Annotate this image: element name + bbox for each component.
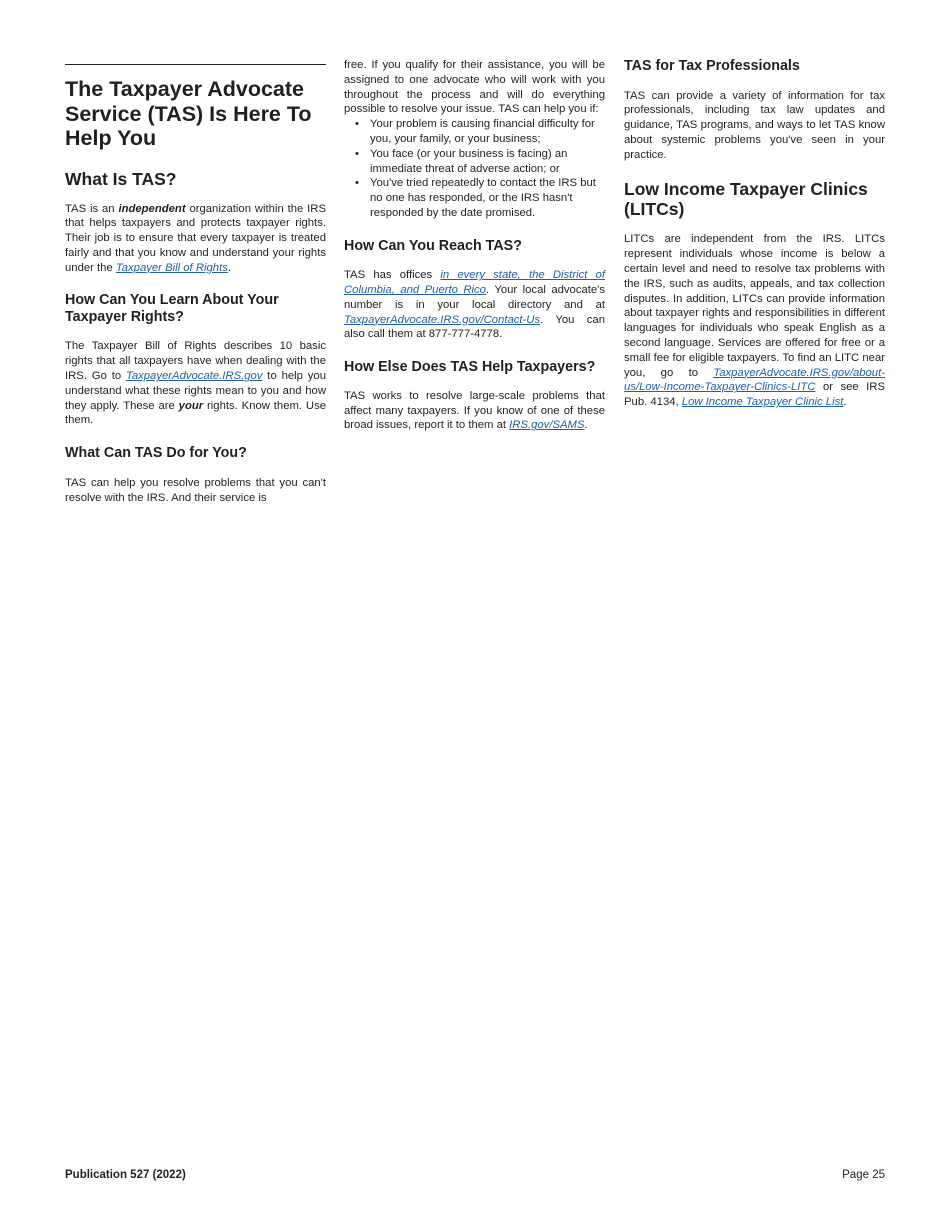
litc-heading: Low Income Taxpayer Clinics (LITCs) — [624, 179, 868, 220]
else-tas-help-paragraph: TAS works to resolve large-scale problems that affect many taxpayers. If you know of one of these broad issues, report it to them at IRS.gov/SAMS. — [344, 389, 605, 432]
top-rule — [65, 64, 326, 65]
reach-tas-paragraph: TAS has offices in every state, the District of Columbia, and Puerto Rico. Your local advocate's number is in your local directory and at TaxpayerAdvocate.IRS.gov/Contact-Us. You can also call them at 877-777-4778. — [344, 269, 605, 341]
page-title: The Taxpayer Advocate Service (TAS) Is Here To Help You — [65, 77, 312, 150]
tas-professionals-paragraph: TAS can provide a variety of information for tax professionals, including tax law updates and guidance, TAS programs, and ways to let TAS know about systemic problems you've seen in your practice. — [624, 89, 885, 161]
column-middle — [344, 58, 605, 433]
column-left — [65, 58, 326, 505]
else-tas-help-heading: How Else Does TAS Help Taxpayers? — [344, 359, 596, 376]
taxpayer-bill-of-rights-link[interactable]: Taxpayer Bill of Rights — [115, 261, 228, 274]
litc-website-link[interactable]: TaxpayerAdvocate.IRS.gov/about-us/Low-Income-Taxpayer-Clinics-LITC — [624, 366, 885, 394]
what-can-tas-do-paragraph: TAS can help you resolve problems that you can't resolve with the IRS. And their service is — [65, 476, 326, 504]
list-item: • You've tried repeatedly to contact the IRS but no one has responded, or the IRS hasn't responded by the date promised. — [370, 176, 605, 220]
tas-help-paragraph: free. If you qualify for their assistance, you will be assigned to one advocate who will work with you throughout the process and will do everything possible to resolve your issue. TAS can help you if: — [344, 59, 605, 116]
taxpayer-advocate-link[interactable]: TaxpayerAdvocate.IRS.gov — [125, 370, 263, 383]
page-number: Page 25 — [842, 1169, 885, 1181]
list-item: • Your problem is causing financial difficulty for you, your family, or your business; — [370, 117, 605, 147]
reach-tas-heading: How Can You Reach TAS? — [344, 237, 522, 254]
list-item: • You face (or your business is facing) an immediate threat of adverse action; or — [370, 147, 605, 177]
what-can-tas-do-heading: What Can TAS Do for You? — [65, 445, 247, 462]
contact-us-link[interactable]: TaxpayerAdvocate.IRS.gov/Contact-Us — [344, 313, 541, 326]
column-right — [624, 58, 885, 410]
litc-list-link[interactable]: Low Income Taxpayer Clinic List — [681, 396, 844, 409]
learn-rights-heading: How Can You Learn About Your Taxpayer Rights? — [65, 292, 279, 325]
tas-help-list — [344, 117, 605, 221]
offices-link[interactable]: in every state, the District of Columbia, and Puerto Rico — [344, 269, 605, 297]
litc-paragraph: LITCs are independent from the IRS. LITCs represent individuals whose income is below a certain level and need to resolve tax problems with the IRS, such as audits, appeals, and tax collection disputes. In addition, LITCs can provide information about taxpayer rights and responsibilities in different languages for individuals who speak English as a second language. Services are offered for free or a small fee for eligible taxpayers. To find an LITC near you, go to TaxpayerAdvocate.IRS.gov/about-us/Low-Income-Taxpayer-Clinics-LITC or see IRS Pub. 4134, Low Income Taxpayer Clinic List. — [624, 233, 885, 409]
what-is-tas-heading: What Is TAS? — [65, 168, 177, 189]
sams-link[interactable]: IRS.gov/SAMS — [509, 419, 585, 432]
tas-professionals-heading: TAS for Tax Professionals — [624, 58, 800, 74]
publication-footer: Publication 527 (2022) — [65, 1169, 186, 1181]
what-is-tas-paragraph: TAS is an independent organization within the IRS that helps taxpayers and protects taxpayer rights. Their job is to ensure that every taxpayer is treated fairly and that you know and understand your rights under the Taxpayer Bill of Rights. — [65, 202, 326, 274]
learn-rights-paragraph: The Taxpayer Bill of Rights describes 10 basic rights that all taxpayers have when dealing with the IRS. Go to TaxpayerAdvocate.IRS.gov to help you understand what these rights mean to you and how they apply. These are your rights. Know them. Use them. — [65, 340, 326, 427]
